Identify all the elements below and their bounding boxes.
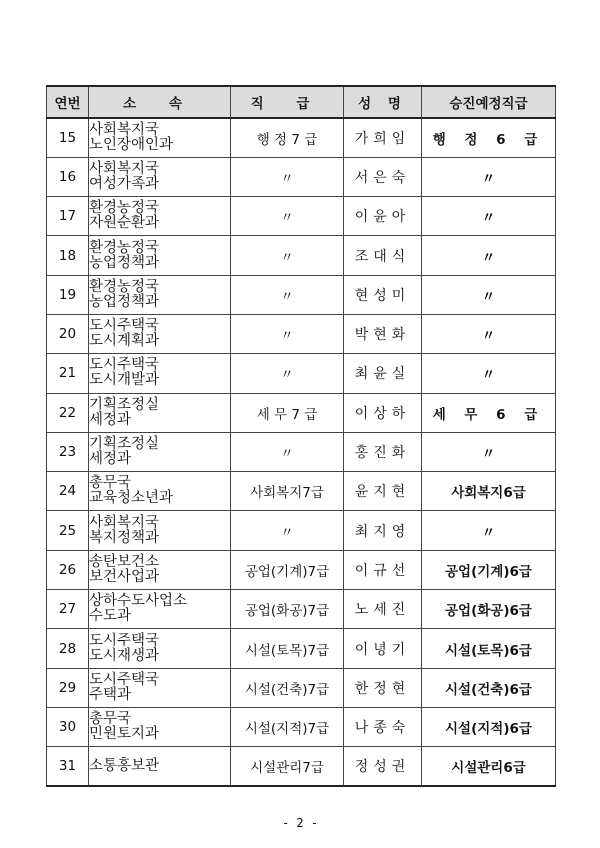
- current-rank: 〃: [231, 432, 344, 471]
- department-line-1: 도시주택국: [89, 632, 160, 649]
- expected-rank: 〃: [422, 275, 556, 314]
- table-row: [47, 472, 556, 511]
- department-line-1: 사회복지국: [89, 160, 160, 177]
- current-rank: 〃: [231, 354, 344, 393]
- department-line-2: 도시계획과: [89, 333, 160, 350]
- department-line-2: 복지정책과: [89, 529, 160, 546]
- department-cell: [89, 393, 231, 432]
- department-line-1: 기획조정실: [89, 436, 160, 453]
- header-no: 연번: [47, 86, 89, 118]
- current-rank: 시설관리7급: [231, 747, 344, 786]
- row-number: 29: [47, 668, 89, 707]
- row-number: 23: [47, 432, 89, 471]
- department-cell: [89, 511, 231, 550]
- expected-rank: 〃: [422, 197, 556, 236]
- person-name: 최지영: [344, 511, 422, 550]
- person-name: 한정현: [344, 668, 422, 707]
- current-rank: 공업(기계)7급: [231, 550, 344, 589]
- department-line-1: 환경농정국: [89, 200, 160, 217]
- person-name: 현성미: [344, 275, 422, 314]
- person-name: 이윤아: [344, 197, 422, 236]
- department-line-1: 도시주택국: [89, 671, 160, 688]
- row-number: 24: [47, 472, 89, 511]
- person-name: 최윤실: [344, 354, 422, 393]
- row-number: 17: [47, 197, 89, 236]
- current-rank: 시설(지적)7급: [231, 707, 344, 746]
- department-line-2: 자원순환과: [89, 215, 160, 232]
- department-line-2: 세정과: [89, 451, 132, 468]
- row-number: 21: [47, 354, 89, 393]
- table-row: [47, 314, 556, 353]
- table-row: [47, 393, 556, 432]
- expected-rank: 시설관리6급: [422, 747, 556, 786]
- department-line-1: 총무국: [89, 711, 132, 728]
- current-rank: 시설(토목)7급: [231, 629, 344, 668]
- person-name: 서은숙: [344, 157, 422, 196]
- department-line-2: 노인장애인과: [89, 136, 174, 153]
- current-rank: 사회복지7급: [231, 472, 344, 511]
- current-rank: 세 무 7 급: [231, 393, 344, 432]
- person-name: 이상하: [344, 393, 422, 432]
- department-cell: [89, 550, 231, 589]
- expected-rank: 시설(건축)6급: [422, 668, 556, 707]
- row-number: 15: [47, 118, 89, 157]
- table-row: [47, 668, 556, 707]
- expected-rank: 사회복지6급: [422, 472, 556, 511]
- expected-rank: 세 무 6 급: [422, 393, 556, 432]
- page-number: - 2 -: [281, 816, 319, 830]
- department-cell: [89, 157, 231, 196]
- department-line-2: 농업정책과: [89, 254, 160, 271]
- expected-rank: 〃: [422, 511, 556, 550]
- current-rank: 공업(화공)7급: [231, 590, 344, 629]
- header-new-rank: 승진예정직급: [422, 86, 556, 118]
- department-cell: [89, 314, 231, 353]
- department-cell: [89, 236, 231, 275]
- department-line-2: 민원토지과: [89, 726, 160, 743]
- department-line-2: 수도과: [89, 608, 132, 625]
- current-rank: 〃: [231, 157, 344, 196]
- current-rank: 행 정 7 급: [231, 118, 344, 157]
- department-line-2: 도시재생과: [89, 647, 160, 664]
- row-number: 26: [47, 550, 89, 589]
- person-name: 노세진: [344, 590, 422, 629]
- header-name: 성 명: [344, 86, 422, 118]
- expected-rank: 시설(토목)6급: [422, 629, 556, 668]
- row-number: 18: [47, 236, 89, 275]
- table-row: [47, 747, 556, 786]
- current-rank: 〃: [231, 314, 344, 353]
- expected-rank: 〃: [422, 432, 556, 471]
- row-number: 25: [47, 511, 89, 550]
- expected-rank: 시설(지적)6급: [422, 707, 556, 746]
- table-row: [47, 118, 556, 157]
- table-row: [47, 550, 556, 589]
- current-rank: 〃: [231, 236, 344, 275]
- expected-rank: 〃: [422, 314, 556, 353]
- department-cell: [89, 472, 231, 511]
- current-rank: 시설(건축)7급: [231, 668, 344, 707]
- department-line-1: 기획조정실: [89, 396, 160, 413]
- row-number: 30: [47, 707, 89, 746]
- department-line-2: 여성가족과: [89, 175, 160, 192]
- person-name: 조대식: [344, 236, 422, 275]
- header-dept: 소 속: [89, 86, 231, 118]
- expected-rank: 〃: [422, 354, 556, 393]
- department-cell: [89, 629, 231, 668]
- row-number: 19: [47, 275, 89, 314]
- header-rank: 직 급: [231, 86, 344, 118]
- expected-rank: 〃: [422, 157, 556, 196]
- department-cell: [89, 590, 231, 629]
- person-name: 나종숙: [344, 707, 422, 746]
- department-line-1: 도시주택국: [89, 318, 160, 335]
- person-name: 이규선: [344, 550, 422, 589]
- person-name: 정성권: [344, 747, 422, 786]
- table-row: [47, 275, 556, 314]
- person-name: 이녕기: [344, 629, 422, 668]
- person-name: 박현화: [344, 314, 422, 353]
- expected-rank: 행 정 6 급: [422, 118, 556, 157]
- table-row: [47, 511, 556, 550]
- expected-rank: 〃: [422, 236, 556, 275]
- table-row: [47, 354, 556, 393]
- table-row: [47, 432, 556, 471]
- department-line-1: 사회복지국: [89, 121, 160, 138]
- department-cell: [89, 197, 231, 236]
- row-number: 16: [47, 157, 89, 196]
- expected-rank: 공업(화공)6급: [422, 590, 556, 629]
- department-line-1: 총무국: [89, 475, 132, 492]
- table-row: [47, 629, 556, 668]
- department-line-1: 도시주택국: [89, 357, 160, 374]
- row-number: 20: [47, 314, 89, 353]
- department-line-1: 환경농정국: [89, 278, 160, 295]
- row-number: 22: [47, 393, 89, 432]
- table-row: [47, 197, 556, 236]
- department-line-2: 도시개발과: [89, 372, 160, 389]
- person-name: 홍진화: [344, 432, 422, 471]
- department-cell: [89, 668, 231, 707]
- row-number: 27: [47, 590, 89, 629]
- department-cell: [89, 747, 231, 786]
- department-line-2: 보건사업과: [89, 568, 160, 585]
- department-line-2: 세정과: [89, 411, 132, 428]
- department-cell: [89, 275, 231, 314]
- header-row: [47, 86, 556, 118]
- department-line-2: 교육청소년과: [89, 490, 174, 507]
- table-row: [47, 157, 556, 196]
- current-rank: 〃: [231, 511, 344, 550]
- department-line-1: 송탄보건소: [89, 553, 160, 570]
- table-row: [47, 707, 556, 746]
- row-number: 31: [47, 747, 89, 786]
- department-line-1: 소통홍보관: [89, 758, 160, 775]
- department-line-2: 농업정책과: [89, 293, 160, 310]
- department-cell: [89, 118, 231, 157]
- person-name: 윤지현: [344, 472, 422, 511]
- current-rank: 〃: [231, 275, 344, 314]
- department-cell: [89, 354, 231, 393]
- row-number: 28: [47, 629, 89, 668]
- department-line-1: 상하수도사업소: [89, 593, 188, 610]
- department-line-1: 환경농정국: [89, 239, 160, 256]
- table-row: [47, 590, 556, 629]
- department-line-1: 사회복지국: [89, 514, 160, 531]
- current-rank: 〃: [231, 197, 344, 236]
- department-cell: [89, 432, 231, 471]
- expected-rank: 공업(기계)6급: [422, 550, 556, 589]
- department-cell: [89, 707, 231, 746]
- promotion-table: [46, 85, 556, 787]
- table-row: [47, 236, 556, 275]
- person-name: 가희임: [344, 118, 422, 157]
- department-line-2: 주택과: [89, 686, 132, 703]
